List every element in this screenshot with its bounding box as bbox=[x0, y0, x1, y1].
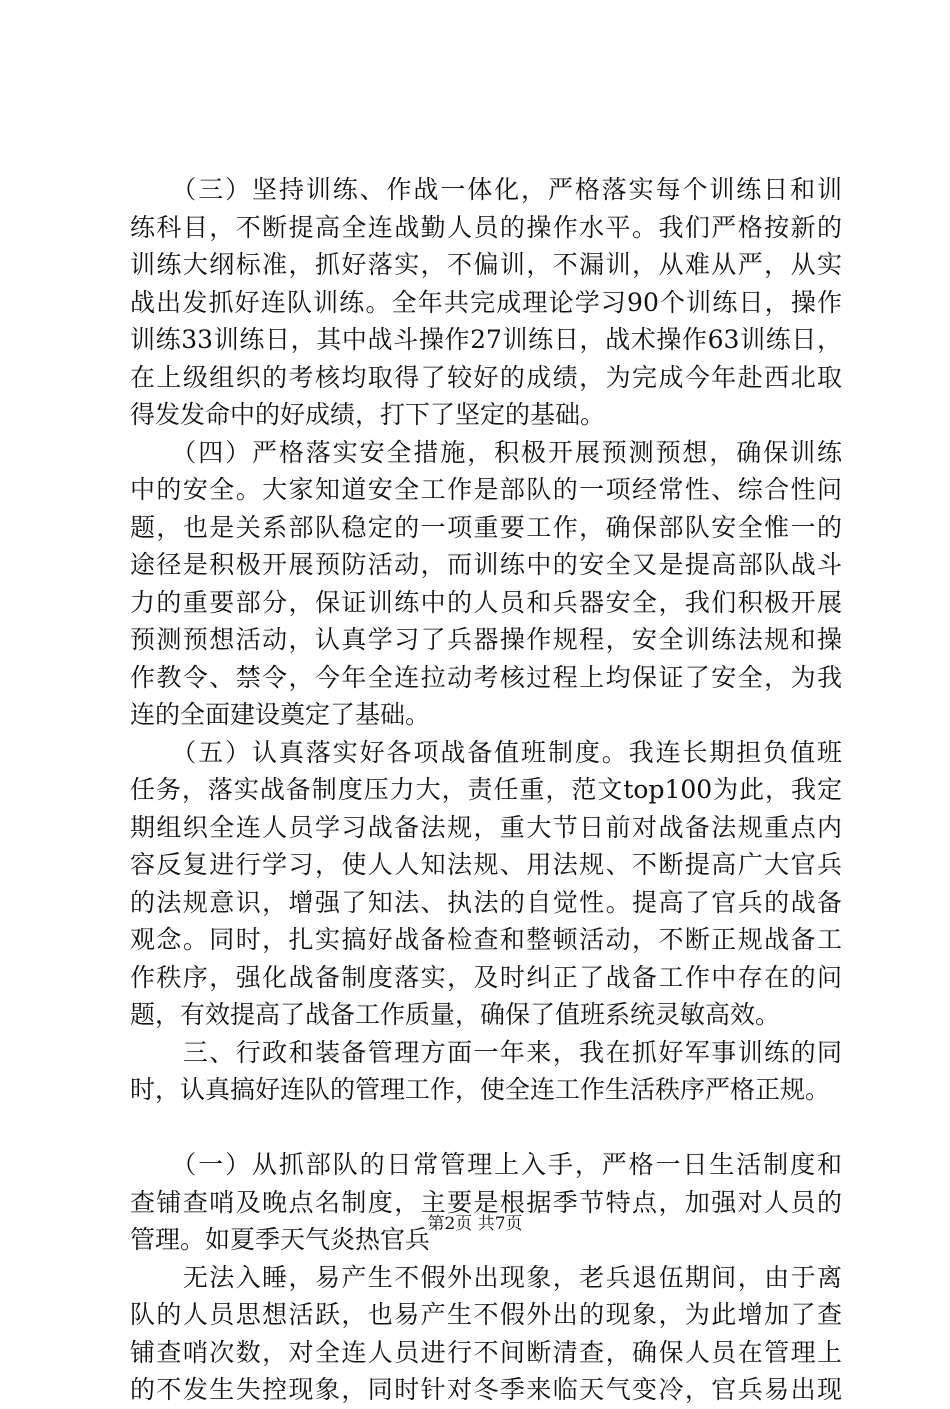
text-line: 作教令、禁令，今年全连拉动考核过程上均保证了安全，为我 bbox=[130, 662, 842, 692]
text-line: 得发发命中的好成绩，打下了坚定的基础。 bbox=[130, 400, 606, 429]
text-line: 在上级组织的考核均取得了较好的成绩，为完成今年赴西北取 bbox=[130, 362, 842, 392]
text-line: 题，有效提高了战备工作质量，确保了值班系统灵敏高效。 bbox=[130, 1000, 781, 1029]
text-line: 题，也是关系部队稳定的一项重要工作，确保部队安全惟一的 bbox=[130, 512, 842, 542]
text-line: （四）严格落实安全措施，积极开展预测预想，确保训练 bbox=[130, 437, 842, 467]
text-line: 连的全面建设奠定了基础。 bbox=[130, 700, 431, 729]
text-line: 力的重要部分，保证训练中的人员和兵器安全，我们积极开展 bbox=[130, 587, 842, 617]
text-line: 的不发生失控现象，同时针对冬季来临天气变冷，官兵易出现 bbox=[130, 1375, 842, 1404]
text-line: 的法规意识，增强了知法、执法的自觉性。提高了官兵的战备 bbox=[130, 887, 842, 917]
text-line: 查铺查哨及晚点名制度，主要是根据季节特点，加强对人员的 bbox=[130, 1187, 842, 1217]
text-line: 训练大纲标准，抓好落实，不偏训，不漏训，从难从严，从实 bbox=[130, 250, 842, 279]
text-line: 练科目，不断提高全连战勤人员的操作水平。我们严格按新的 bbox=[130, 212, 842, 242]
page-number: 第2页 共7页 bbox=[427, 1214, 523, 1234]
text-line: （五）认真落实好各项战备值班制度。我连长期担负值班 bbox=[130, 737, 842, 767]
paragraph-daily-management bbox=[130, 1146, 842, 1259]
paragraph-administration bbox=[130, 1034, 842, 1109]
text-line: 作秩序，强化战备制度落实，及时纠正了战备工作中存在的问 bbox=[130, 962, 842, 992]
text-line: 期组织全连人员学习战备法规，重大节日前对战备法规重点内 bbox=[130, 812, 842, 842]
paragraph-gap bbox=[130, 1109, 842, 1147]
text-line: （三）坚持训练、作战一体化，严格落实每个训练日和训 bbox=[130, 175, 842, 204]
text-line: 观念。同时，扎实搞好战备检查和整顿活动，不断正规战备工 bbox=[130, 925, 842, 954]
paragraph-training bbox=[130, 171, 842, 434]
paragraph-safety bbox=[130, 434, 842, 734]
text-line: 中的安全。大家知道安全工作是部队的一项经常性、综合性问 bbox=[130, 475, 842, 504]
text-line: 容反复进行学习，使人人知法规、用法规、不断提高广大官兵 bbox=[130, 850, 842, 879]
text-line: 途径是积极开展预防活动，而训练中的安全又是提高部队战斗 bbox=[130, 550, 842, 579]
paragraph-continuation bbox=[130, 1259, 842, 1409]
text-line: 无法入睡，易产生不假外出现象，老兵退伍期间，由于离 bbox=[130, 1262, 842, 1292]
text-line: 战出发抓好连队训练。全年共完成理论学习90个训练日，操作 bbox=[130, 287, 842, 317]
text-line: 任务，落实战备制度压力大，责任重，范文top100为此，我定 bbox=[130, 775, 842, 804]
text-line: 铺查哨次数，对全连人员进行不间断清查，确保人员在管理上 bbox=[130, 1337, 842, 1367]
text-line: 管理。如夏季天气炎热官兵 bbox=[130, 1225, 431, 1254]
text-line: 预测预想活动，认真学习了兵器操作规程，安全训练法规和操 bbox=[130, 625, 842, 654]
paragraph-duty bbox=[130, 734, 842, 1034]
text-line: 三、行政和装备管理方面一年来，我在抓好军事训练的同 bbox=[130, 1037, 842, 1067]
text-line: 时，认真搞好连队的管理工作，使全连工作生活秩序严格正规。 bbox=[130, 1075, 831, 1104]
text-line: 训练33训练日，其中战斗操作27训练日，战术操作63训练日， bbox=[130, 325, 842, 354]
text-line: （一）从抓部队的日常管理上入手，严格一日生活制度和 bbox=[130, 1150, 842, 1179]
text-line: 队的人员思想活跃，也易产生不假外出的现象，为此增加了查 bbox=[130, 1300, 842, 1329]
